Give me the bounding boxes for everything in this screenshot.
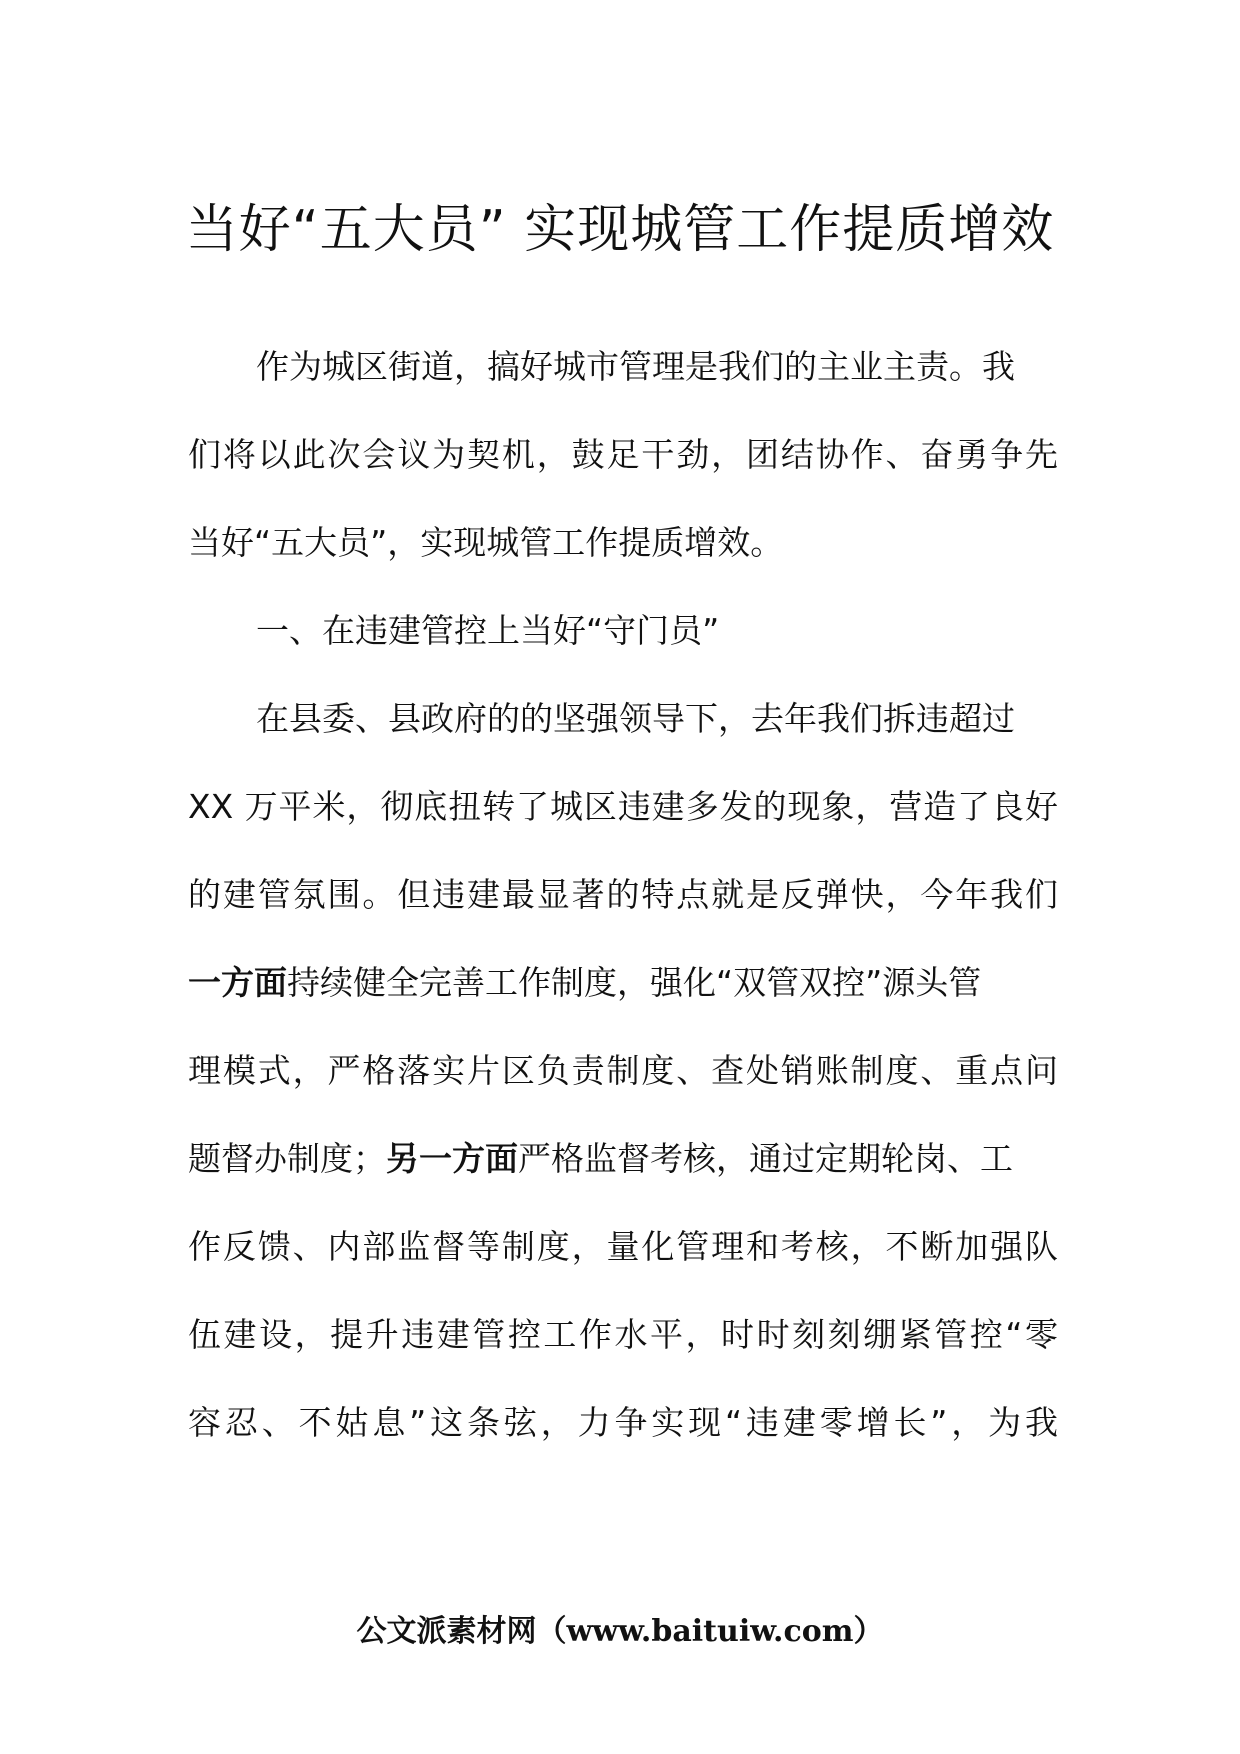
body-text: 题督办制度； (188, 1139, 386, 1178)
body-text: 持续健全完善工作制度，强化“双管双控”源头管 (287, 963, 982, 1002)
section1-line-3: 的建管氛围。但违建最显著的特点就是反弹快，今年我们 (188, 875, 1058, 914)
body-text: 严格监督考核，通过定期轮岗、工 (518, 1139, 1013, 1178)
section1-line-1: 在县委、县政府的的坚强领导下，去年我们拆违超过 (256, 699, 1015, 738)
section1-line-2: XX 万平米，彻底扭转了城区违建多发的现象，营造了良好 (188, 787, 1058, 826)
emphasis-text: 另一方面 (386, 1139, 518, 1178)
emphasis-text: 一方面 (188, 963, 287, 1002)
section1-heading: 一、在违建管控上当好“守门员” (256, 611, 720, 650)
intro-line-3: 当好“五大员”，实现城管工作提质增效。 (188, 523, 784, 562)
section1-line-8: 伍建设，提升违建管控工作水平，时时刻刻绷紧管控“零 (188, 1315, 1058, 1354)
section1-line-9: 容忍、不姑息”这条弦，力争实现“违建零增长”，为我 (188, 1403, 1058, 1442)
section1-line-4 (188, 953, 1058, 1013)
intro-line-1: 作为城区街道，搞好城市管理是我们的主业主责。我 (256, 347, 1015, 386)
section1-line-5: 理模式，严格落实片区负责制度、查处销账制度、重点问 (188, 1051, 1058, 1090)
section1-line-6 (188, 1129, 1058, 1189)
intro-line-2: 们将以此次会议为契机，鼓足干劲，团结协作、奋勇争先 (188, 435, 1058, 474)
document-title: 当好“五大员” 实现城管工作提质增效 (185, 200, 1055, 260)
section1-line-7: 作反馈、内部监督等制度，量化管理和考核，不断加强队 (188, 1227, 1058, 1266)
footer-watermark: 公文派素材网（www.baituiw.com） (356, 1614, 884, 1649)
